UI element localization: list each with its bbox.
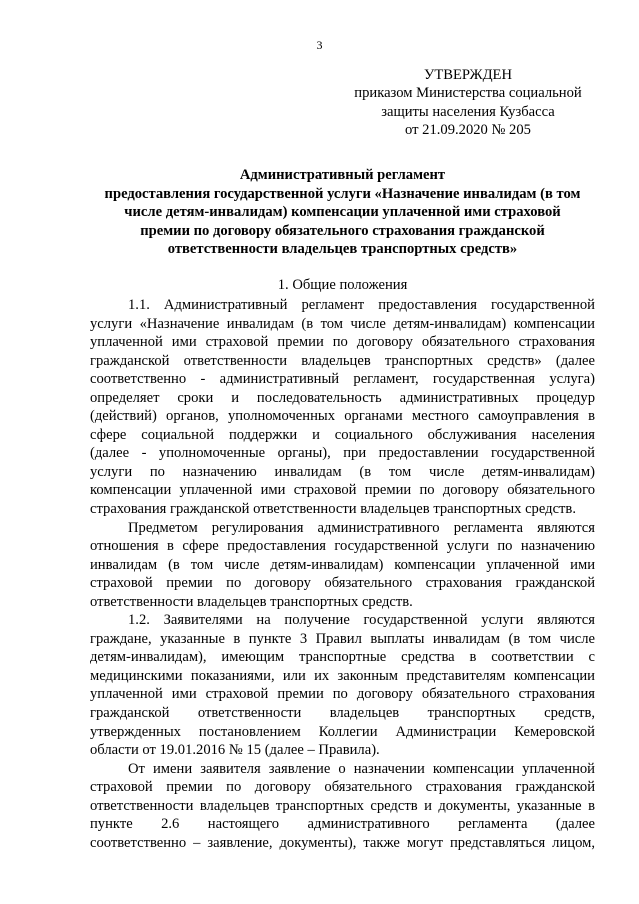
document-title [90, 166, 595, 259]
body-line: ответственности владельцев транспортных средств и документы, указанные в [90, 797, 595, 814]
body-line: детям-инвалидам), имеющим транспортные средства в соответствии с [90, 649, 595, 666]
title-line: числе детям-инвалидам) компенсации уплаченной ими страховой [124, 204, 561, 221]
body-line: 1.1. Административный регламент предоставления государственной [128, 297, 595, 313]
body-line: инвалидам (в том числе детям-инвалидам) компенсации уплаченной ими [90, 556, 595, 573]
body-line: (действий) органов, уполномоченных органами местного самоуправления в [90, 408, 595, 425]
body-line: отношения в сфере предоставления государственной услуги по назначению [90, 538, 595, 555]
body-line: страхования гражданской ответственности владельцев транспортных средств. [90, 501, 576, 518]
body-line: соответственно – заявление, документы), также могут представляться лицом, [90, 834, 595, 851]
approval-line: приказом Министерства социальной [354, 85, 582, 102]
title-line: ответственности владельцев транспортных средств» [167, 241, 518, 258]
approval-line: от 21.09.2020 № 205 [405, 122, 531, 139]
body-line: услуги по назначению инвалидам (в том числе детям-инвалидам) [90, 463, 595, 480]
body-line: ответственности владельцев транспортных средств. [90, 593, 413, 610]
body-line: определяет сроки и последовательность административных процедур [90, 389, 595, 406]
body-line: граждане, указанные в пункте 3 Правил выплаты инвалидам (в том числе [90, 630, 595, 647]
approval-line: защиты населения Кузбасса [381, 103, 555, 120]
body-line: От имени заявителя заявление о назначении компенсации уплаченной [128, 760, 595, 777]
body-line: услуги «Назначение инвалидам (в том числе детям-инвалидам) компенсации [90, 315, 595, 332]
title-line: предоставления государственной услуги «Назначение инвалидам (в том [104, 185, 581, 202]
body-line: соответственно - административный регламент, государственная услуга) [90, 371, 595, 388]
body-line: утвержденных постановлением Коллегии Администрации Кемеровской [90, 723, 595, 740]
page-number: 3 [316, 38, 323, 52]
body-text [90, 296, 595, 852]
title-line: премии по договору обязательного страхования гражданской [140, 222, 545, 239]
title-line: Административный регламент [239, 167, 446, 183]
body-line: страховой премии по договору обязательного страхования гражданской [90, 779, 595, 796]
body-line: 1.2. Заявителями на получение государственной услуги являются [128, 612, 595, 629]
body-line: уплаченной ими страховой премии по договору обязательного страхования [90, 334, 595, 351]
body-line: (далее - уполномоченные органы), при предоставлении государственной [90, 445, 595, 462]
body-line: гражданской ответственности владельцев транспортных средств, [90, 705, 595, 722]
body-line: гражданской ответственности владельцев транспортных средств» (далее [90, 352, 595, 369]
body-line: уплаченной ими страховой премии по договору обязательного страхования [90, 686, 595, 703]
approval-stamp [318, 66, 618, 140]
body-line: компенсации уплаченной ими страховой премии по договору обязательного [90, 482, 595, 499]
body-line: страховой премии по договору обязательного страхования гражданской [90, 575, 595, 592]
body-line: сфере социальной поддержки и социального обслуживания населения [90, 426, 595, 443]
body-line: пункте 2.6 настоящего административного регламента (далее [90, 816, 595, 833]
body-line: Предметом регулирования административного регламента являются [128, 519, 595, 536]
body-line: области от 19.01.2016 № 15 (далее – Правила). [90, 742, 380, 759]
section-heading: 1. Общие положения [277, 277, 408, 293]
body-line: медицинскими показаниями, или их законным представителям компенсации [90, 667, 595, 684]
approval-line: УТВЕРЖДЕН [424, 67, 512, 83]
